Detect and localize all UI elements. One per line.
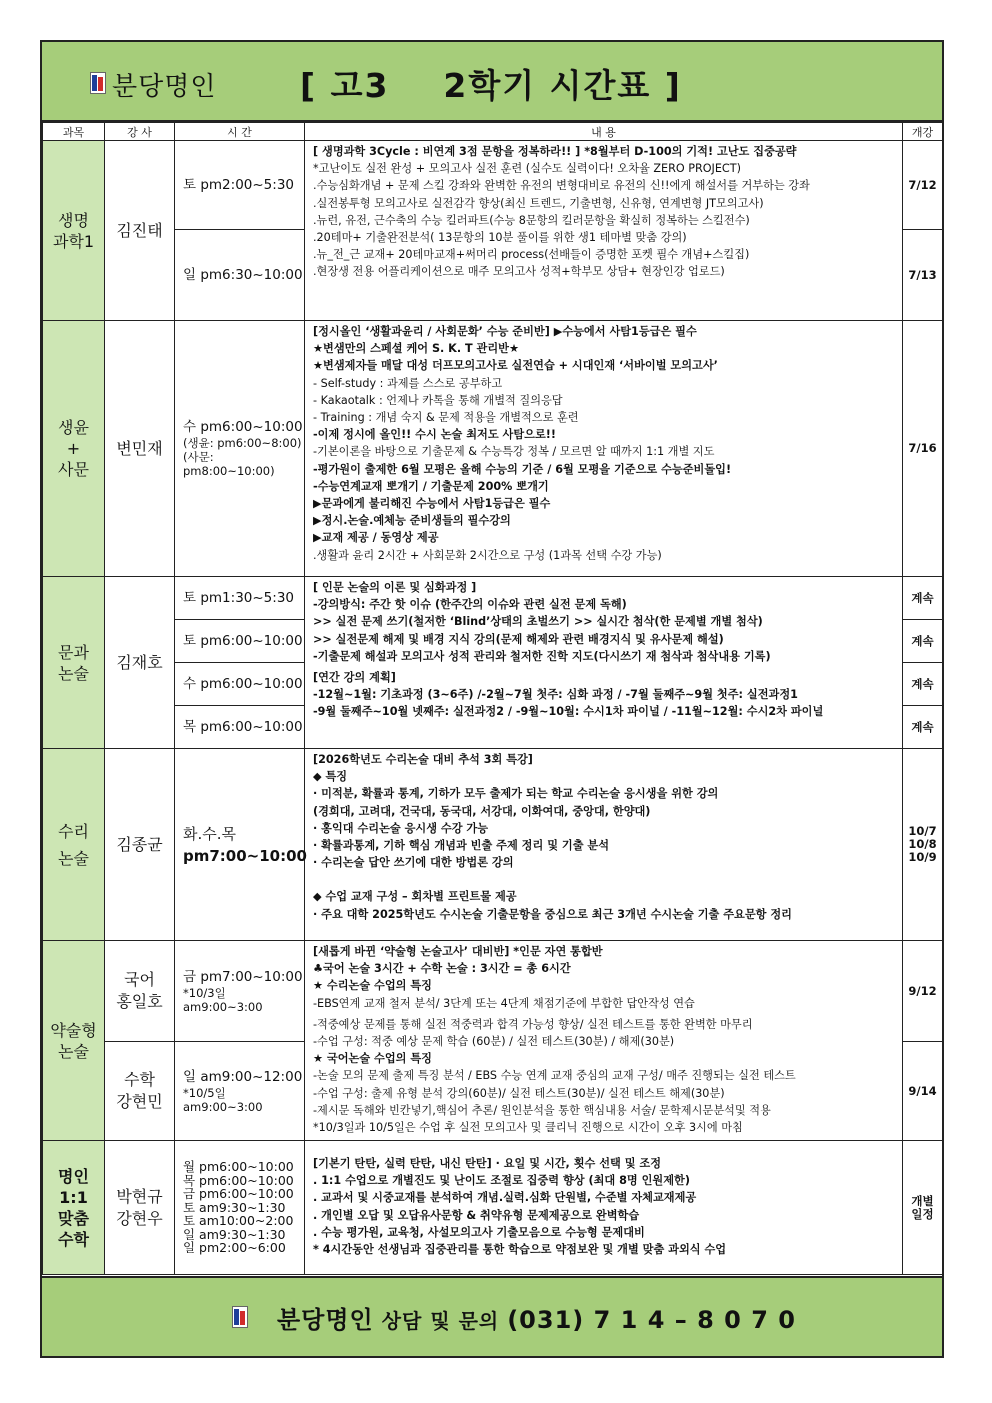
start-cell: 7/16 bbox=[903, 321, 943, 577]
time-cell: 일 pm6:30~10:00 bbox=[175, 230, 305, 321]
start-cell: 계속 bbox=[903, 663, 943, 706]
teacher-cell: 김종균 bbox=[105, 749, 175, 941]
time-cell: 화.수.목 pm7:00~10:00 bbox=[175, 749, 305, 941]
subject-cell: 문과 논술 bbox=[43, 577, 105, 749]
start-cell: 10/7 10/8 10/9 bbox=[903, 749, 943, 941]
time-cell: 일 am9:00~12:00 *10/5일am9:00~3:00 bbox=[175, 1042, 305, 1141]
footer-banner bbox=[42, 1276, 942, 1356]
subject-cell: 생명 과학1 bbox=[43, 141, 105, 321]
content-cell: [ 생명과학 3Cycle : 비연계 3점 문항을 정복하라!! ] *8월부터 D-100의 기적! 고난도 집중공략 *고난이도 실전 완성 + 모의고사 실전 훈련 (실수도 실력이다! 오차율 ZERO PROJECT) .수능심화개념 + 문제 스킬 강좌와 완벽한 유전의 변형대비로 유전의 신!!에게 해설서를 거부하는 강좌 .실전봉투형 모의고사로 실전감각 향상(최신 트렌드, 기출변형, 신유형, 연계변형 JT모의고사) .뉴런, 유전, 근수축의 수능 킬러파트(수능 8문항의 킬러문항을 확실히 정복하는 스킬전수) .20테마+ 기출완전분석( 13문항의 10분 풀이를 위한 생1 테마별 맞춤 강의) .뉴_전_근 교재+ 20테마교재+써머리 process(선배들이 증명한 포켓 필수 개념+스킬집) .현장생 전용 어플리케이션으로 매주 모의고사 성적+학부모 상담+ 현장인강 업로드) bbox=[305, 141, 903, 321]
table-row bbox=[43, 1141, 943, 1275]
teacher-cell: 수학 강현민 bbox=[105, 1042, 175, 1141]
content-cell: [새롭게 바뀐 ‘약술형 논술고사’ 대비반] *인문 자연 통합반 ♣국어 논술 3시간 + 수학 논술 : 3시간 = 총 6시간 ★ 수리논술 수업의 특징 -EBS연계 교재 철저 분석/ 3단계 또는 4단계 채점기준에 부합한 답안작성 연습 -적중예상 문제를 통해 실전 적중력과 합격 가능성 향상/ 실전 테스트를 통한 완벽한 마무리 -수업 구성: 적중 예상 문제 학습 (60분) / 실전 테스트(30분) / 해제(30분) ★ 국어논술 수업의 특징 -논술 모의 문제 출제 특징 분석 / EBS 수능 연계 교재 중심의 교재 구성/ 매주 진행되는 실전 테스트 -수업 구성: 출제 유형 분석 강의(60분)/ 실전 테스트(30분)/ 실전 테스트 해제(30분) -제시문 독해와 빈칸넣기,핵심어 추론/ 원인분석을 통한 핵심내용 서술/ 문학제시문분석및 적용 *10/3일과 10/5일은 수업 후 실전 모의고사 및 클리닉 진행으로 시간이 오후 3시에 마침 bbox=[305, 941, 903, 1141]
start-cell: 계속 bbox=[903, 706, 943, 749]
col-subject: 과목 bbox=[43, 123, 105, 141]
content-cell: [2026학년도 수리논술 대비 추석 3회 특강] ◆ 특징 · 미적분, 확률과 통계, 기하가 모두 출제가 되는 학교 수리논술 응시생을 위한 강의 (경희대, 고려대, 건국대, 동국대, 서강대, 이화여대, 중앙대, 한양대) · 홍익대 수리논술 응시생 수강 가능 · 확률과통계, 기하 핵심 개념과 빈출 주제 정리 및 기출 분석 · 수리논술 답안 쓰기에 대한 방법론 강의 ◆ 수업 교재 구성 – 회차별 프린트물 제공 · 주요 대학 2025학년도 수시논술 기출문항을 중심으로 최근 3개년 수시논술 기출 주요문항 정리 bbox=[305, 749, 903, 941]
start-cell: 9/14 bbox=[903, 1042, 943, 1141]
col-teacher: 강 사 bbox=[105, 123, 175, 141]
time-cell: 토 pm6:00~10:00 bbox=[175, 620, 305, 663]
content-cell: [ 인문 논술의 이론 및 심화과정 ] -강의방식: 주간 핫 이슈 (한주간의 이슈와 관련 실전 문제 독해) >> 실전 문제 쓰기(철저한 ‘Blind’상태의 초벌쓰기 >> 실시간 첨삭(한 문제별 개별 첨삭) >> 실전문제 해제 및 배경 지식 강의(문제 해제와 관련 배경지식 및 유사문제 해설) -기출문제 해설과 모의고사 성적 관리와 철저한 진학 지도(다시쓰기 재 첨삭과 첨삭내용 기록) [연간 강의 계획] -12월~1월: 기초과정 (3~6주) /-2월~7월 첫주: 심화 과정 / -7월 둘째주~9월 첫주: 실전과정1 -9월 둘째주~10월 넷째주: 실전과정2 / -9월~10월: 수시1차 파이널 / -11월~12월: 수시2차 파이널 bbox=[305, 577, 903, 749]
time-cell: 수 pm6:00~10:00 bbox=[175, 663, 305, 706]
page-title: [ 고3 2학기 시간표 ] bbox=[300, 66, 682, 105]
time-cell: 금 pm7:00~10:00 *10/3일am9:00~3:00 bbox=[175, 941, 305, 1042]
start-cell: 9/12 bbox=[903, 941, 943, 1042]
subject-cell: 수리 논술 bbox=[43, 749, 105, 941]
time-cell: 토 pm2:00~5:30 bbox=[175, 141, 305, 230]
start-cell: 계속 bbox=[903, 620, 943, 663]
table-row bbox=[43, 141, 943, 230]
start-cell: 7/12 bbox=[903, 141, 943, 230]
col-content: 내 용 bbox=[305, 123, 903, 141]
brand-logo-icon bbox=[232, 1306, 248, 1328]
header-banner bbox=[42, 42, 942, 122]
start-cell: 7/13 bbox=[903, 230, 943, 321]
teacher-cell: 김재호 bbox=[105, 577, 175, 749]
table-header-row bbox=[43, 123, 943, 141]
phone-number[interactable]: (031) 7 1 4 – 8 0 7 0 bbox=[507, 1306, 796, 1334]
brand-name: 분당명인 bbox=[112, 72, 217, 102]
content-cell: [기본기 탄탄, 실력 탄탄, 내신 탄탄] · 요일 및 시간, 횟수 선택 및 조정 . 1:1 수업으로 개별진도 및 난이도 조절로 집중력 향상 (최대 8명 인원제한) . 교과서 및 시중교재를 분석하여 개념.실력.심화 단원별, 수준별 자체교재제공 . 개인별 오답 및 오답유사문항 & 취약유형 문제제공으로 완벽학습 . 수능 평가원, 교육청, 사설모의고사 기출모음으로 수능형 문제대비 * 4시간동안 선생님과 집중관리를 통한 학습으로 약점보완 및 개별 맞춤 과외식 수업 bbox=[305, 1141, 903, 1275]
teacher-cell: 변민재 bbox=[105, 321, 175, 577]
col-start: 개강 bbox=[903, 123, 943, 141]
table-row bbox=[43, 749, 943, 941]
table-row bbox=[43, 321, 943, 577]
subject-cell: 생윤 + 사문 bbox=[43, 321, 105, 577]
col-time: 시 간 bbox=[175, 123, 305, 141]
time-cell: 목 pm6:00~10:00 bbox=[175, 706, 305, 749]
subject-cell: 약술형 논술 bbox=[43, 941, 105, 1141]
table-row bbox=[43, 577, 943, 620]
teacher-cell: 박현규 강현우 bbox=[105, 1141, 175, 1275]
subject-cell: 명인 1:1 맞춤 수학 bbox=[43, 1141, 105, 1275]
contact-info: 분당명인 상담 및 문의 (031) 7 1 4 – 8 0 7 0 bbox=[277, 1306, 796, 1334]
start-cell: 계속 bbox=[903, 577, 943, 620]
schedule-table bbox=[42, 122, 943, 1275]
table-row bbox=[43, 941, 943, 1042]
start-cell: 개별 일정 bbox=[903, 1141, 943, 1275]
time-cell: 수 pm6:00~10:00 (생윤: pm6:00~8:00) (사문: pm8:00~10:00) bbox=[175, 321, 305, 577]
timetable-frame bbox=[40, 40, 944, 1358]
teacher-cell: 김진태 bbox=[105, 141, 175, 321]
brand-logo-icon bbox=[90, 72, 106, 94]
content-cell: [정시올인 ‘생활과윤리 / 사회문화’ 수능 준비반] ▶수능에서 사탐1등급은 필수 ★변샘만의 스페셜 케어 S. K. T 관리반★ ★변샘제자들 매달 대성 더프모의고사로 실전연습 + 시대인재 ‘서바이벌 모의고사’ - Self-study : 과제를 스스로 공부하고 - Kakaotalk : 언제나 카톡을 통해 개별적 질의응답 - Training : 개념 숙지 & 문제 적용을 개별적으로 훈련 -이제 정시에 올인!! 수시 논술 최저도 사탐으로!! -기본이론을 바탕으로 기출문제 & 수능특강 정복 / 모르면 알 때까지 1:1 개별 지도 -평가원이 출제한 6월 모평은 올해 수능의 기준 / 6월 모평을 기준으로 수능준비돌입! -수능연계교재 뽀개기 / 기출문제 200% 뽀개기 ▶문과에게 불리해진 수능에서 사탐1등급은 필수 ▶정시.논술.예체능 준비생들의 필수강의 ▶교재 제공 / 동영상 제공 .생활과 윤리 2시간 + 사회문화 2시간으로 구성 (1과목 선택 수강 가능) bbox=[305, 321, 903, 577]
time-cell: 토 pm1:30~5:30 bbox=[175, 577, 305, 620]
teacher-cell: 국어 홍일호 bbox=[105, 941, 175, 1042]
time-cell: 월 pm6:00~10:00 목 pm6:00~10:00 금 pm6:00~10:00 토 am9:30~1:30 토 am10:00~2:00 일 am9:30~1:30 일 pm2:00~6:00 bbox=[175, 1141, 305, 1275]
